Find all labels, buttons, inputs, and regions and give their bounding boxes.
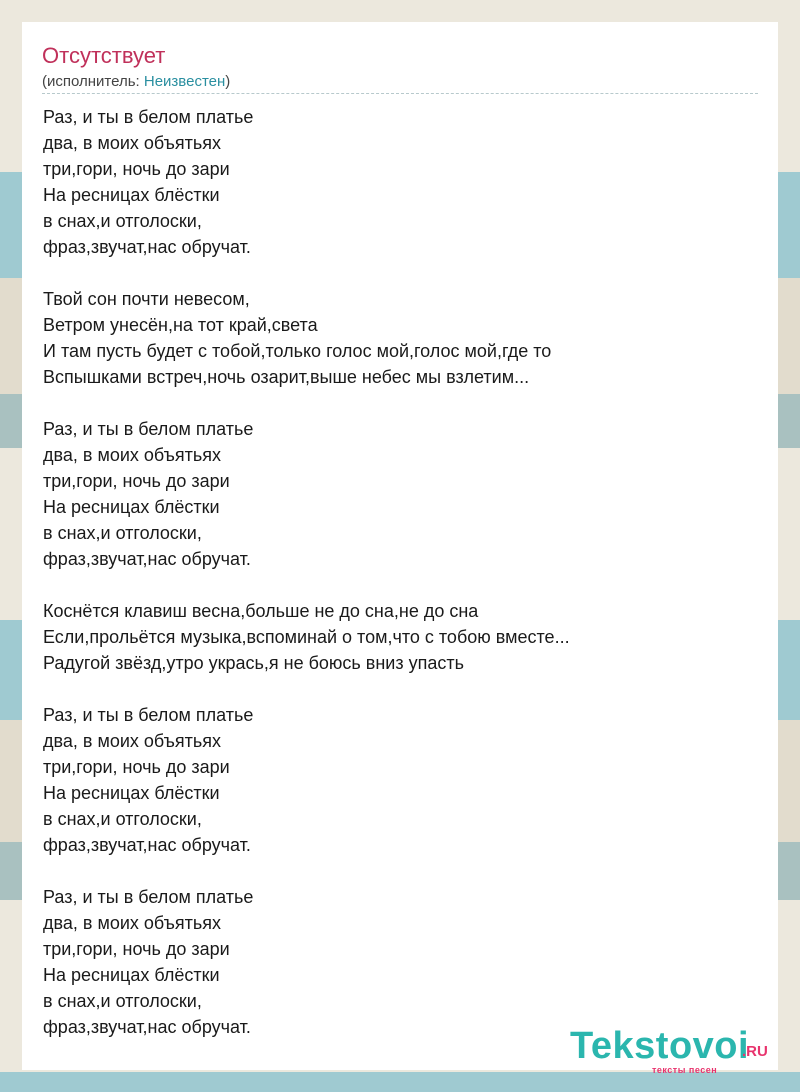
site-logo[interactable] (570, 1025, 780, 1075)
lyric-line: три,гори, ночь до зари (43, 159, 230, 179)
lyric-line: два, в моих объятьях (43, 731, 221, 751)
lyric-line: Коснётся клавиш весна,больше не до сна,не до сна (43, 601, 479, 621)
lyric-line: Раз, и ты в белом платье (43, 419, 254, 439)
lyric-line: фраз,звучат,нас обручат. (43, 835, 251, 855)
stanza (43, 286, 763, 390)
lyric-line: На ресницах блёстки (43, 497, 220, 517)
lyric-line: На ресницах блёстки (43, 965, 220, 985)
lyric-line: Вспышками встреч,ночь озарит,выше небес мы взлетим... (43, 367, 530, 387)
song-title: Отсутствует (42, 43, 166, 68)
stanza (43, 884, 763, 1040)
artist-suffix: ) (225, 73, 231, 90)
lyric-line: Раз, и ты в белом платье (43, 887, 254, 907)
lyric-line: фраз,звучат,нас обручат. (43, 237, 251, 257)
lyric-line: Твой сон почти невесом, (43, 289, 250, 309)
lyric-line: два, в моих объятьях (43, 133, 221, 153)
lyrics-card (22, 22, 778, 1075)
stanza (43, 104, 763, 260)
lyric-line: Раз, и ты в белом платье (43, 705, 254, 725)
artist-link[interactable]: Неизвестен (143, 73, 226, 90)
logo-tagline: тексты песен (652, 1065, 718, 1075)
lyric-line: два, в моих объятьях (43, 445, 221, 465)
lyric-line: три,гори, ночь до зари (43, 939, 230, 959)
artist-prefix: (исполнитель: (42, 73, 144, 90)
lyric-line: На ресницах блёстки (43, 783, 220, 803)
logo-tld: .RU (742, 1043, 768, 1060)
lyric-line: фраз,звучат,нас обручат. (43, 549, 251, 569)
lyric-line: в снах,и отголоски, (43, 809, 202, 829)
logo-wordmark: Tekstovoi (570, 1025, 750, 1067)
lyric-line: Ветром унесён,на тот край,света (43, 315, 318, 335)
header-divider (42, 93, 758, 94)
stanza (43, 598, 763, 676)
lyric-line: Если,прольётся музыка,вспоминай о том,что с тобою вместе... (43, 627, 570, 647)
lyrics-body (43, 104, 763, 1066)
stanza (43, 702, 763, 858)
lyric-line: в снах,и отголоски, (43, 991, 202, 1011)
artist-line (42, 73, 230, 90)
lyric-line: в снах,и отголоски, (43, 523, 202, 543)
stanza (43, 416, 763, 572)
lyric-line: фраз,звучат,нас обручат. (43, 1017, 251, 1037)
lyric-line: три,гори, ночь до зари (43, 757, 230, 777)
lyric-line: На ресницах блёстки (43, 185, 220, 205)
lyric-line: три,гори, ночь до зари (43, 471, 230, 491)
lyric-line: Раз, и ты в белом платье (43, 107, 254, 127)
lyric-line: в снах,и отголоски, (43, 211, 202, 231)
lyric-line: Радугой звёзд,утро укрась,я не боюсь вниз упасть (43, 653, 464, 673)
lyric-line: И там пусть будет с тобой,только голос мой,голос мой,где то (43, 341, 552, 361)
lyric-line: два, в моих объятьях (43, 913, 221, 933)
